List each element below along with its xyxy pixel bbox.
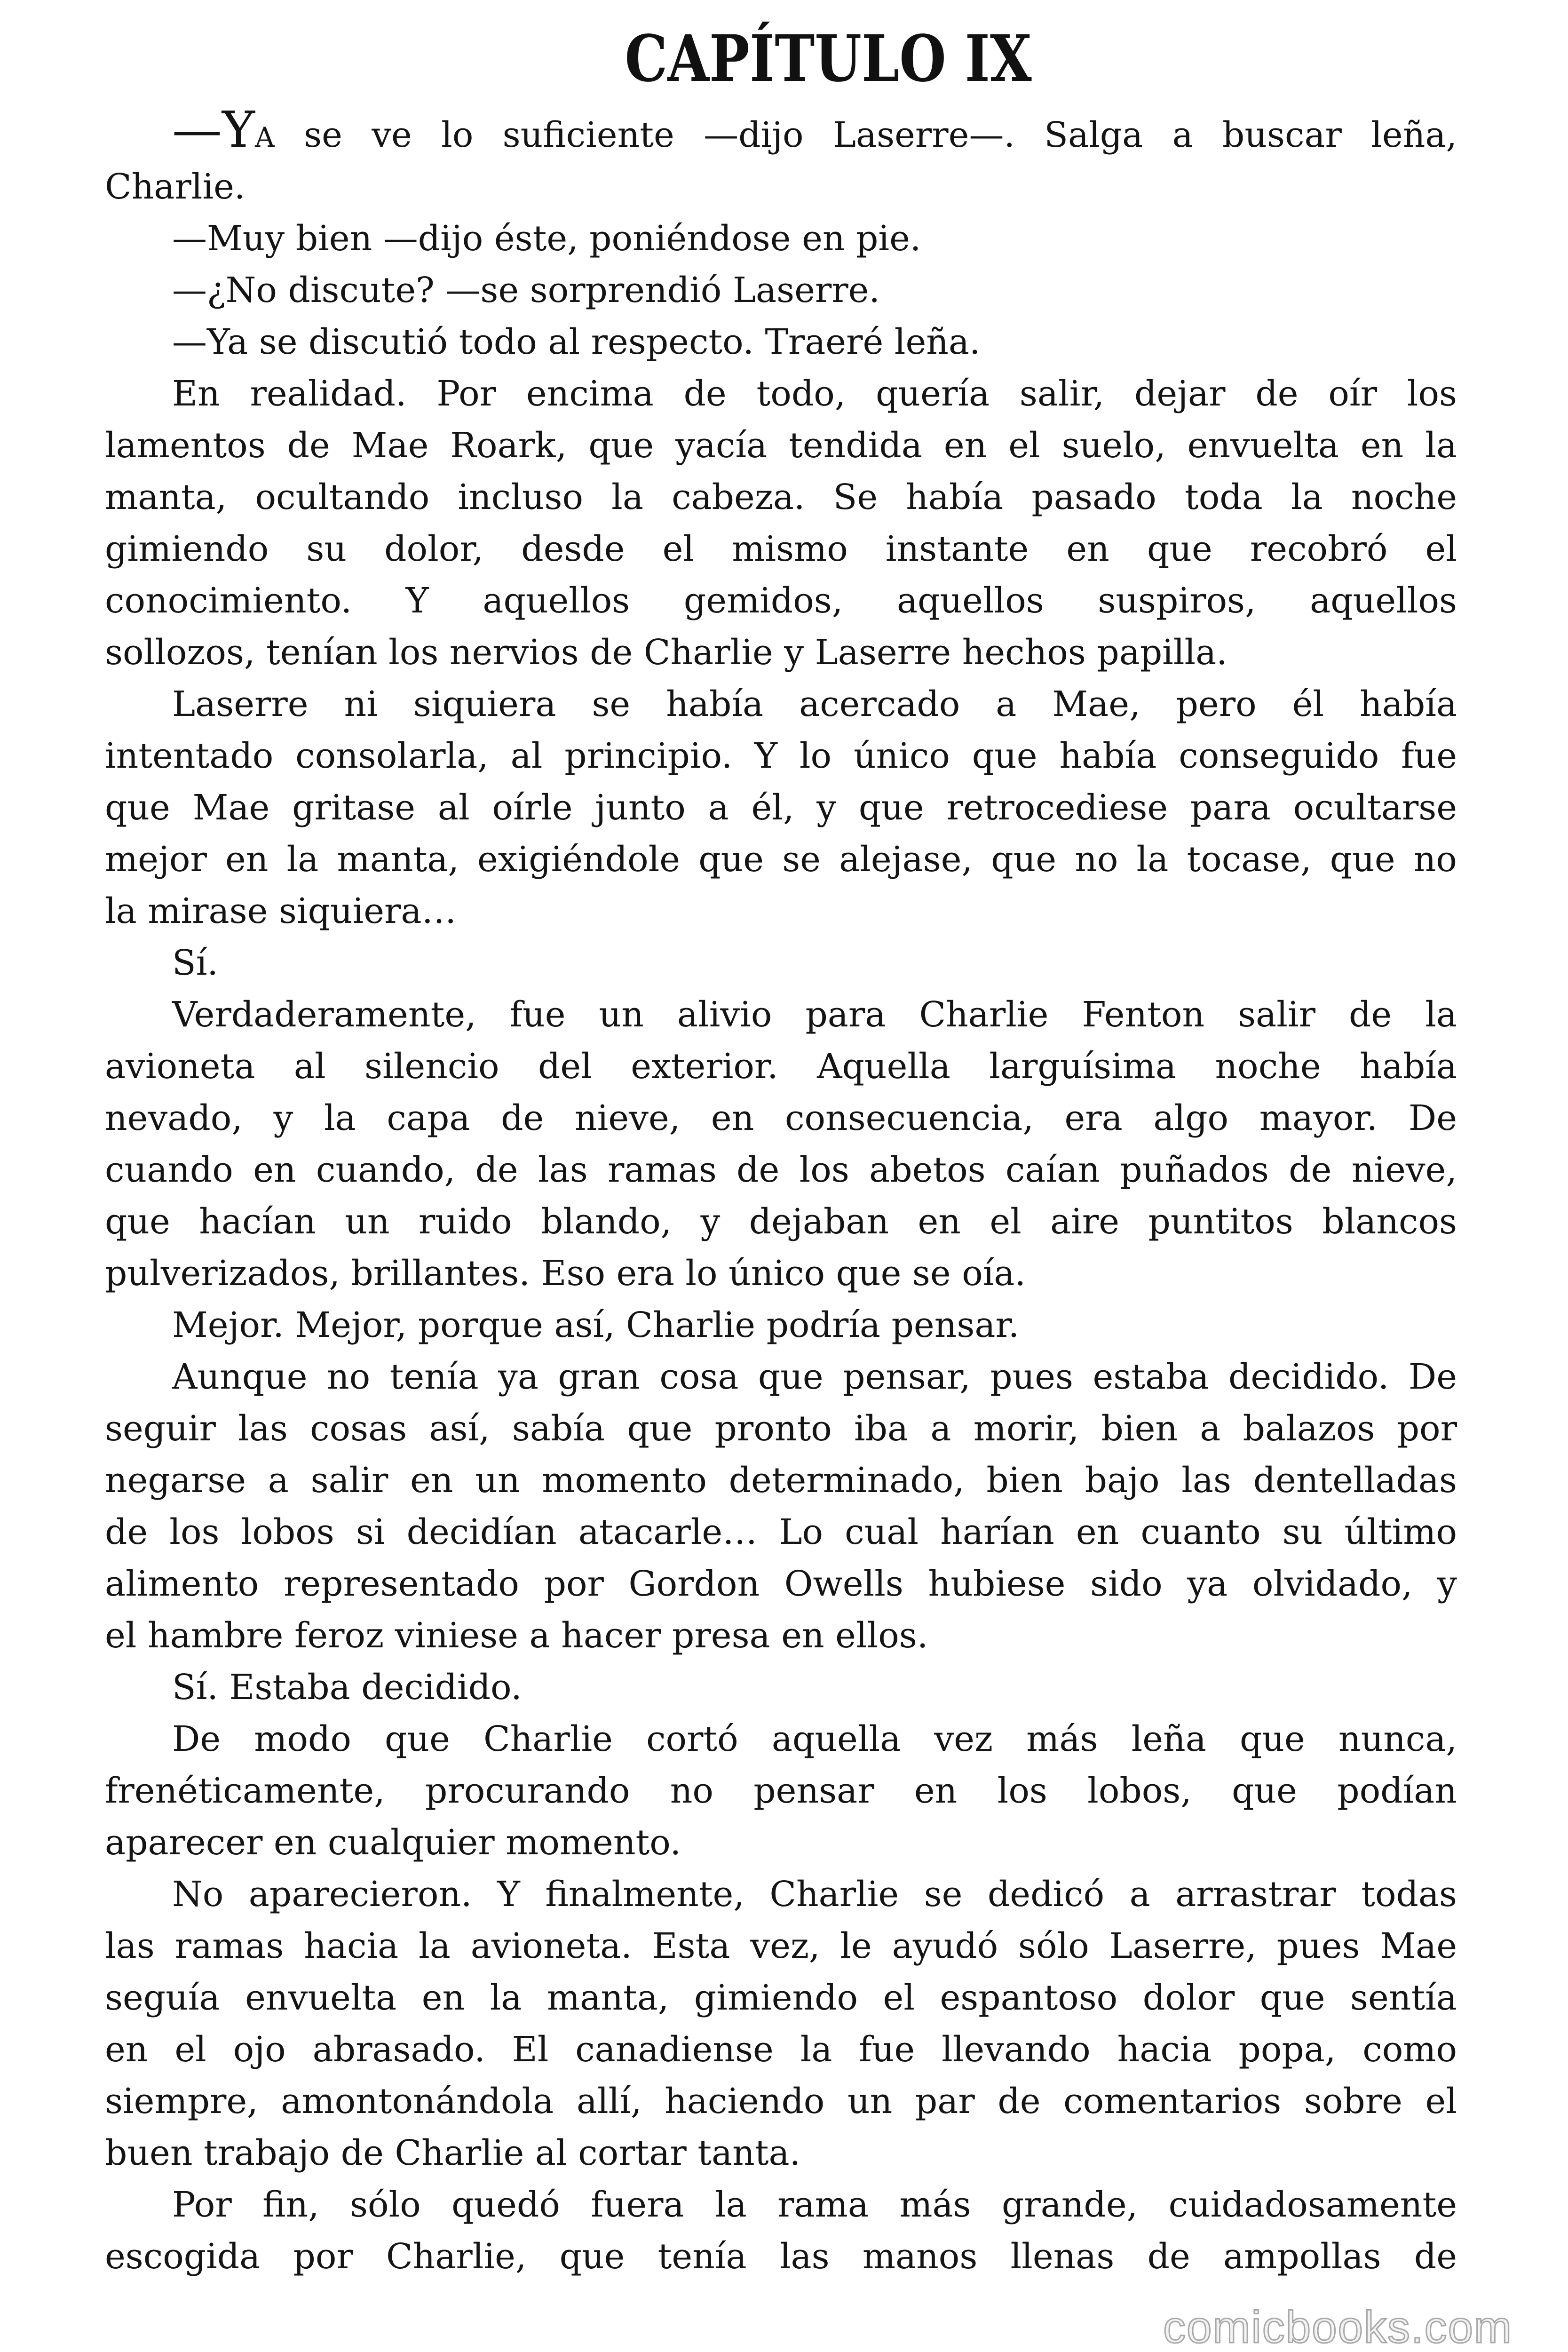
text-line: sollozos, tenían los nervios de Charlie y Laserre hechos papilla. — [105, 632, 1227, 673]
text-line: siempre, amontonándola allí, haciendo un par de comentarios sobre el — [105, 2081, 1457, 2122]
text-line: negarse a salir en un momento determinado, bien bajo las dentelladas — [105, 1460, 1457, 1501]
chapter-title: CAPÍTULO IX — [625, 21, 1032, 96]
paragraph — [105, 368, 1457, 678]
text-line: En realidad. Por encima de todo, quería salir, dejar de oír los — [172, 373, 1457, 414]
text-line: intentado consolarla, al principio. Y lo único que había conseguido fue — [105, 736, 1457, 776]
text-line: Sí. — [172, 943, 218, 983]
chapter-body — [105, 101, 1457, 2282]
text-line: Mejor. Mejor, porque así, Charlie podría pensar. — [172, 1305, 1020, 1345]
text-line: avioneta al silencio del exterior. Aquella larguísima noche había — [105, 1046, 1457, 1087]
text-line: Charlie. — [105, 167, 245, 207]
text-line: el hambre feroz viniese a hacer presa en ellos. — [105, 1615, 928, 1656]
text-line: —¿No discute? —se sorprendió Laserre. — [172, 270, 880, 310]
text-line: alimento representado por Gordon Owells hubiese sido ya olvidado, y — [105, 1564, 1457, 1604]
small-caps-text: A — [254, 121, 275, 153]
text-line: mejor en la manta, exigiéndole que se alejase, que no la tocase, que no — [105, 839, 1457, 880]
text-line: que hacían un ruido blando, y dejaban en el aire puntitos blancos — [105, 1201, 1457, 1242]
text-line: gimiendo su dolor, desde el mismo instante en que recobró el — [105, 529, 1457, 569]
text-line: buen trabajo de Charlie al cortar tanta. — [105, 2133, 801, 2173]
opening-line — [105, 101, 1457, 161]
paragraph — [105, 2179, 1457, 2282]
paragraph — [105, 1661, 1457, 1713]
text-line: que Mae gritase al oírle junto a él, y que retrocediese para ocultarse — [105, 787, 1457, 828]
paragraph — [105, 1351, 1457, 1661]
text-line: Verdaderamente, fue un alivio para Charlie Fenton salir de la — [172, 994, 1457, 1035]
text-line: en el ojo abrasado. El canadiense la fue llevando hacia popa, como — [105, 2029, 1457, 2070]
text-line: No aparecieron. Y finalmente, Charlie se dedicó a arrastrar todas — [172, 1874, 1457, 1915]
text-line: Aunque no tenía ya gran cosa que pensar, pues estaba decidido. De — [172, 1357, 1457, 1397]
text-line: —Ya se discutió todo al respecto. Traeré leña. — [172, 322, 981, 362]
paragraph — [105, 1713, 1457, 1868]
text-line: De modo que Charlie cortó aquella vez más leña que nunca, — [172, 1719, 1457, 1759]
text-line: nevado, y la capa de nieve, en consecuencia, era algo mayor. De — [105, 1098, 1457, 1138]
text-line: —Muy bien —dijo éste, poniéndose en pie. — [172, 218, 921, 259]
text-line: de los lobos si decidían atacarle… Lo cual harían en cuanto su último — [105, 1512, 1457, 1552]
paragraph — [105, 678, 1457, 937]
paragraph — [105, 101, 1457, 213]
text-line: frenéticamente, procurando no pensar en los lobos, que podían — [105, 1771, 1457, 1811]
text-line: Laserre ni siquiera se había acercado a Mae, pero él había — [172, 684, 1457, 724]
paragraph — [105, 989, 1457, 1299]
text-line: manta, ocultando incluso la cabeza. Se había pasado toda la noche — [105, 477, 1457, 517]
text-line: conocimiento. Y aquellos gemidos, aquellos suspiros, aquellos — [105, 580, 1457, 621]
paragraph — [105, 1868, 1457, 2179]
text-line: escogida por Charlie, que tenía las manos llenas de ampollas de — [105, 2236, 1457, 2277]
text-line: Sí. Estaba decidido. — [172, 1667, 522, 1708]
initial-letter: —Y — [172, 101, 255, 159]
paragraph — [105, 937, 1457, 989]
text-line: seguía envuelta en la manta, gimiendo el espantoso dolor que sentía — [105, 1978, 1457, 2018]
text-line: las ramas hacia la avioneta. Esta vez, le ayudó sólo Laserre, pues Mae — [105, 1926, 1457, 1966]
paragraph — [105, 1299, 1457, 1351]
paragraph — [105, 213, 1457, 264]
text-line: cuando en cuando, de las ramas de los abetos caían puñados de nieve, — [105, 1150, 1457, 1190]
opening-line-text: se ve lo suficiente —dijo Laserre—. Salga a buscar leña, — [274, 115, 1457, 155]
text-line: aparecer en cualquier momento. — [105, 1822, 681, 1863]
text-line: pulverizados, brillantes. Eso era lo único que se oía. — [105, 1253, 1026, 1294]
text-line: Por fin, sólo quedó fuera la rama más grande, cuidadosamente — [172, 2185, 1457, 2225]
watermark: comicbooks.com — [1163, 2302, 1513, 2352]
paragraph — [105, 316, 1457, 368]
text-line: lamentos de Mae Roark, que yacía tendida en el suelo, envuelta en la — [105, 425, 1457, 466]
text-line: la mirase siquiera… — [105, 891, 457, 931]
paragraph — [105, 264, 1457, 316]
text-line: seguir las cosas así, sabía que pronto iba a morir, bien a balazos por — [105, 1408, 1457, 1449]
